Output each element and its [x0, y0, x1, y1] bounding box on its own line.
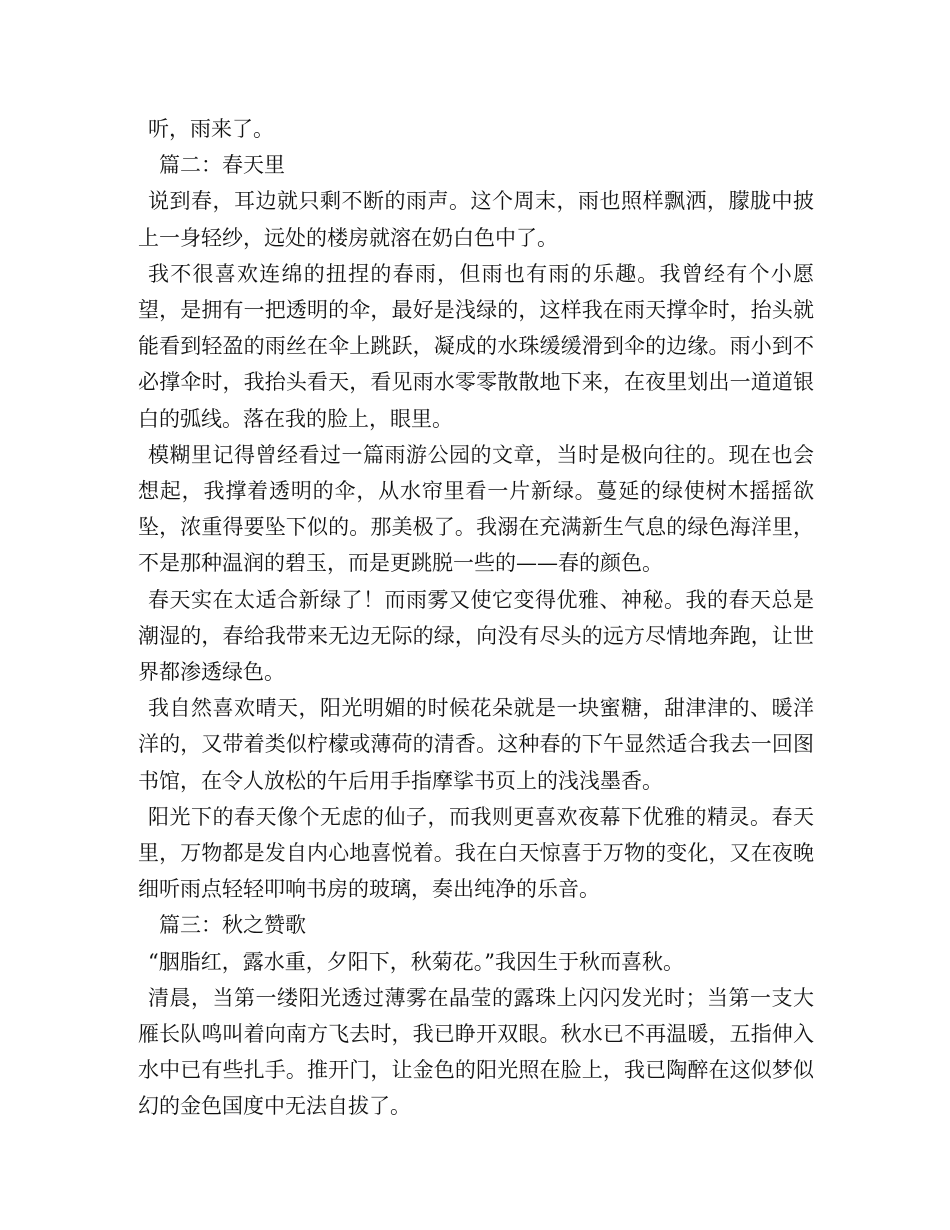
- document-page: [138, 111, 814, 1125]
- paragraph-park-in-rain: 模糊里记得曾经看过一篇雨游公园的文章，当时是极向往的。现在也会想起，我撑着透明的伞，从水帘里看一片新绿。蔓延的绿使树木摇摇欲坠，浓重得要坠下似的。那美极了。我溺在充满新生气息的绿色海洋里，不是那种温润的碧玉，而是更跳脱一些的——春的颜色。: [138, 442, 814, 576]
- paragraph-spring-rain-sound: 说到春，耳边就只剩不断的雨声。这个周末，雨也照样飘洒，朦胧中披上一身轻纱，远处的楼房就溶在奶白色中了。: [138, 189, 814, 250]
- paragraph-autumn-poem: “胭脂红，露水重，夕阳下，秋菊花。”我因生于秋而喜秋。: [148, 949, 684, 974]
- paragraph-transparent-umbrella: 我不很喜欢连绵的扭捏的春雨，但雨也有雨的乐趣。我曾经有个小愿望，是拥有一把透明的伞，最好是浅绿的，这样我在雨天撑伞时，抬头就能看到轻盈的雨丝在伞上跳跃，凝成的水珠缓缓滑到伞的边缘。雨小到不必撑伞时，我抬头看天，看见雨水零零散散地下来，在夜里划出一道道银白的弧线。落在我的脸上，眼里。: [138, 261, 814, 431]
- paragraph-spring-fairy: 阳光下的春天像个无虑的仙子，而我则更喜欢夜幕下优雅的精灵。春天里，万物都是发自内心地喜悦着。我在白天惊喜于万物的变化，又在夜晚细听雨点轻轻叩响书房的玻璃，奏出纯净的乐音。: [138, 804, 814, 902]
- paragraph-spring-green: 春天实在太适合新绿了！而雨雾又使它变得优雅、神秘。我的春天总是潮湿的，春给我带来无边无际的绿，向没有尽头的远方尽情地奔跑，让世界都渗透绿色。: [138, 587, 814, 685]
- section-heading-spring: 篇二：春天里: [159, 153, 285, 178]
- paragraph-sunny-day: 我自然喜欢晴天，阳光明媚的时候花朵就是一块蜜糖，甜津津的、暖洋洋的，又带着类似柠檬或薄荷的清香。这种春的下午显然适合我去一回图书馆，在令人放松的午后用手指摩挲书页上的浅浅墨香。: [138, 696, 814, 793]
- paragraph-autumn-morning: 清晨，当第一缕阳光透过薄雾在晶莹的露珠上闪闪发光时；当第一支大雁长队鸣叫着向南方飞去时，我已睁开双眼。秋水已不再温暖，五指伸入水中已有些扎手。推开门，让金色的阳光照在脸上，我已陶醉在这似梦似幻的金色国度中无法自拔了。: [138, 985, 814, 1119]
- section-heading-autumn: 篇三：秋之赞歌: [159, 913, 306, 938]
- paragraph-rain-coming: 听，雨来了。: [148, 117, 274, 141]
